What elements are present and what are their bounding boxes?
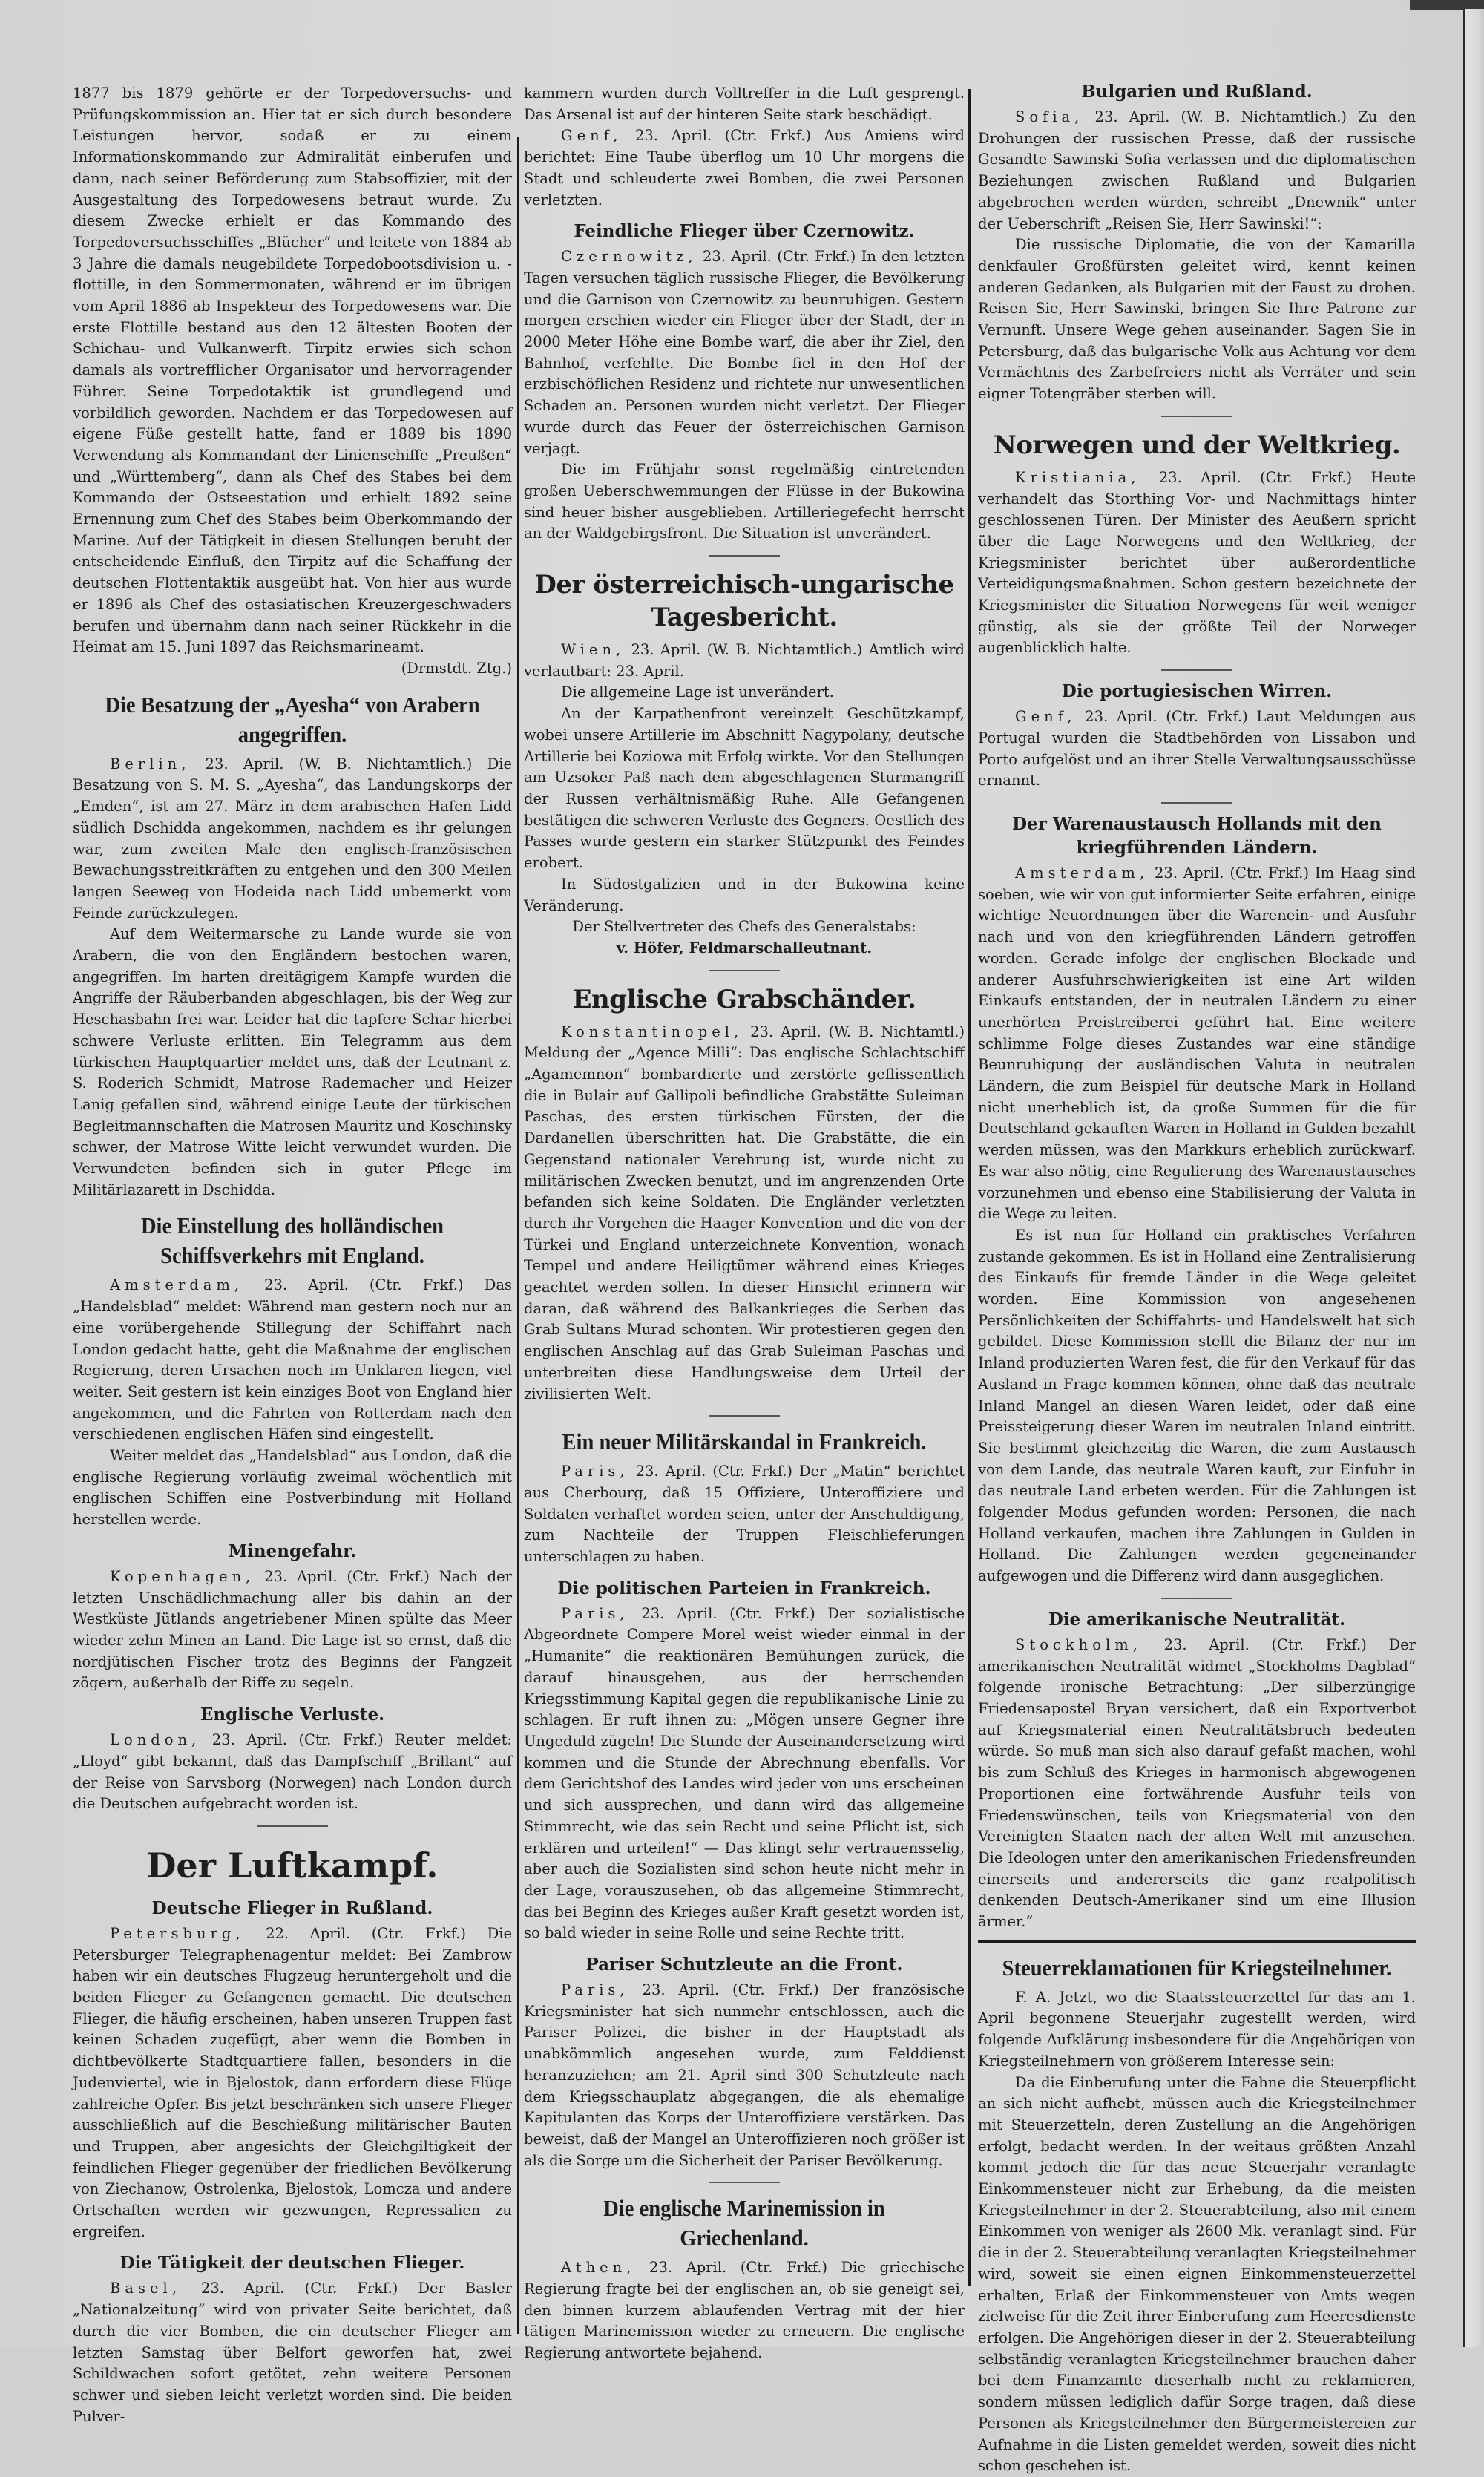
article-text: 23. April. (Ctr. Frkf.) Der sozialistische Abgeordnete Compere Morel weist wieder einmal in der „Humanite“ die reaktionären Bemühungen zurück, die darauf hinausgehen, aus der herrschenden Kriegsstimmung Kapital gegen die republikanische Linie zu schlagen. Er ruft ihnen zu: „Mögen unsere Gegner ihre Ungeduld zügeln! Die Stunde der Auseinandersetzung wird kommen und die Stunde der Abrechnung ebenfalls. Vor dem Gerichtshof des Landes wird jeder von uns erscheinen und sich aussprechen, und dann wird das allgemeine Stimmrecht, wie das sein Recht und seine Pflicht ist, sich erklären und urteilen!“ — Das klingt sehr vertrauensselig, aber auch die Sozialisten sind schon heute nicht mehr in der Lage, vorauszusehen, ob das allgemeine Stimmrecht, das bei Beginn des Krieges außer Kraft gesetzt worden ist, so bald wieder in seine Rolle und seine Rechte tritt. xyxy=(524,1604,965,1942)
dateline: London, xyxy=(110,1731,201,1749)
article-paragraph xyxy=(73,1730,512,1815)
section-rule xyxy=(978,1940,1416,1943)
dateline: Paris, xyxy=(561,1604,629,1622)
dateline: Athen, xyxy=(561,2259,636,2277)
headline-ayesha: Die Besatzung der „Ayesha“ von Arabern angegriffen. xyxy=(105,691,480,747)
section-divider xyxy=(709,1415,780,1417)
section-divider xyxy=(1161,669,1232,671)
section-divider xyxy=(1161,416,1232,417)
column-rule-right xyxy=(968,89,971,2286)
article-paragraph: Die russische Diplomatie, die von der Kamarilla denkfauler Großfürsten geleitet wird, kennt keinen anderen Gedanken, als Bulgarien mit der Faust zu drohen. Reisen Sie, Herr Sawinski, bringen Sie Ihre Patrone zur Vernunft. Unsere Wege gehen auseinander. Sagen Sie in Petersburg, daß das bulgarische Volk aus Achtung vor dem Vermächtnis des Zarbefreiers nicht als Verräter und sein eigner Totengräber sterben will. xyxy=(978,236,1416,403)
article-text: 23. April. (Ctr. Frkf.) Im Haag sind soeben, wie wir von gut informierter Seite erfahren, einige wichtige Neuordnungen über die Warenein- und Ausfuhr nach und von den kriegführenden Ländern getroffen worden. Gerade infolge der englischen Blockade und anderer Ausfuhrschwierigkeiten ist eine Art wilden Einkaufs entstanden, der in neutralen Ländern zu einer unerhörten Preistreiberei geführt hat. Eine weitere schlimme Folge dieses Zustandes war eine ständige Beunruhigung der ausländischen Valuta in neutralen Ländern, die zum Beispiel für deutsche Mark in Holland nicht unerheblich ist, da große Summen für die für Deutschland gekauften Waren in Holland in Gulden bezahlt werden müssen, was den Markkurs erheblich zurückwarf. Es war also nötig, eine Regulierung des Warenaustausches vorzunehmen und ebenso eine Stabilisierung der Valuta in die Wege zu leiten. xyxy=(978,864,1416,1223)
article-text: 23. April. (Ctr. Frkf.) In den letzten Tagen versuchen täglich russische Flieger, die Bevölkerung und die Garnison von Czernowitz zu beunruhigen. Gestern morgen erschien wieder ein Flieger über der Stadt, der in 2000 Meter Höhe eine Bombe warf, die aber ihr Ziel, den Bahnhof, verfehlte. Die Bombe fiel in den Hof der erzbischöflichen Residenz und richtete nur unwesentlichen Schaden an. Personen wurden nicht verletzt. Der Flieger wurde durch das Feuer der österreichischen Garnison verjagt. xyxy=(524,248,965,457)
article-text: 22. April. (Ctr. Frkf.) Die Petersburger Telegraphenagentur meldet: Bei Zambrow haben wir ein deutsches Flugzeug heruntergeholt und die beiden Flieger zu Gefangenen gemacht. Die deutschen Flieger, die häufig erscheinen, haben unseren Truppen fast keinen Schaden zugefügt, aber wenn die Bomben in dichtbevölkerte Stadtquartiere fallen, besonders in die Judenviertel, wie in Bjelostok, dann erfordern diese Flüge zahlreiche Opfer. Bis jetzt beschränken sich unsere Flieger ausschließlich auf die Beschießung militärischer Bauten und Truppen, aber angesichts der Gleichgiltigkeit der feindlichen Flieger gegenüber der friedlichen Bevölkerung von Ziechanow, Ostrolenka, Bjelostok, Lomcza und andere Ortschaften werden wir gezwungen, Repressalien zu ergreifen. xyxy=(73,1924,512,2240)
section-divider xyxy=(709,555,780,557)
headline-amerikanische-neutralitaet: Die amerikanische Neutralität. xyxy=(1048,1609,1346,1630)
headline-warenaustausch: Der Warenaustausch Hollands mit den kriegführenden Ländern. xyxy=(1012,813,1382,858)
headline-holland-shipping: Die Einstellung des holländischen Schiffsverkehrs mit England. xyxy=(140,1213,444,1269)
article-paragraph xyxy=(73,1923,512,2243)
dateline: Amsterdam, xyxy=(110,1276,244,1294)
article-paragraph: Die im Frühjahr sonst regelmäßig eintretenden großen Ueberschwemmungen der Flüsse in der Bukowina sind heuer bisher ausgeblieben. Artilleriegefecht herrscht an der Waldgebirgsfront. Die Situation ist unverändert. xyxy=(524,461,965,542)
article-text: 23. April. (Ctr. Frkf.) Die griechische Regierung fragte bei der englischen an, ob sie geneigt sei, den binnen kurzem ablaufenden Vertrag mit der hier tätigen Marinemission wieder zu erneuern. Die englische Regierung antwortete bejahend. xyxy=(524,2259,965,2362)
headline-minengefahr: Minengefahr. xyxy=(228,1541,357,1561)
dateline: Sofia, xyxy=(1015,108,1084,125)
column-3 xyxy=(978,80,1416,2477)
headline-tagesbericht: Der österreichisch-ungarische Tagesbericht. xyxy=(534,570,954,633)
article-paragraph xyxy=(978,706,1416,792)
headline-czernowitz: Feindliche Flieger über Czernowitz. xyxy=(574,221,915,242)
headline-norwegen: Norwegen und der Weltkrieg. xyxy=(993,430,1401,460)
section-title-luftkampf: Der Luftkampf. xyxy=(146,1845,439,1886)
headline-grabschaender: Englische Grabschänder. xyxy=(572,984,916,1014)
dateline: Paris, xyxy=(561,1463,629,1480)
dateline: Genf, xyxy=(561,127,623,145)
article-paragraph xyxy=(524,1022,965,1405)
article-paragraph xyxy=(524,1980,965,2171)
article-paragraph xyxy=(73,1275,512,1446)
section-divider xyxy=(1161,802,1232,804)
dateline: Petersburg, xyxy=(110,1924,245,1942)
dateline: Czernowitz, xyxy=(561,248,697,266)
section-divider xyxy=(709,970,780,971)
article-text: 23. April. (W. B. Nichtamtlich.) Amtlich wird verlautbart: 23. April. xyxy=(524,641,965,680)
article-paragraph xyxy=(524,125,965,211)
article-paragraph xyxy=(73,754,512,925)
dateline: Paris, xyxy=(561,1981,629,1999)
headline-militaerskandal: Ein neuer Militärskandal in Frankreich. xyxy=(562,1428,927,1455)
article-text: 23. April. (Ctr. Frkf.) Aus Amiens wird berichtet: Eine Taube überflog um 10 Uhr morgens die Stadt und schleuderte zwei Bomben, die zwei Personen verletzten. xyxy=(524,127,965,209)
headline-deutsche-flieger-russland: Deutsche Flieger in Rußland. xyxy=(151,1897,433,1918)
section-divider xyxy=(257,1825,328,1827)
section-divider xyxy=(709,2182,780,2183)
article-text: 23. April. (Ctr. Frkf.) Der „Matin“ berichtet aus Cherbourg, daß 15 Offiziere, Unteroffiziere und Soldaten verhaftet worden seien, unter der Anschuldigung, zum Nachteile der Truppen Fleischlieferungen unterschlagen zu haben. xyxy=(524,1463,965,1566)
headline-portugal: Die portugiesischen Wirren. xyxy=(1061,681,1333,702)
article-paragraph xyxy=(524,1604,965,1944)
article-text: 23. April. (Ctr. Frkf.) Das „Handelsblad“ meldet: Während man gestern noch nur an eine vorübergehende Stillegung der Schiffahrt nach London gedacht hatte, geht die Maßnahme der englischen Regierung, deren Ursachen noch im Unklaren liegen, viel weiter. Seit gestern ist kein einziges Boot von England hier angekommen, und die Fahrten von Rotterdam nach den verschiedenen englischen Häfen sind eingestellt. xyxy=(73,1276,512,1443)
headline-steuerreklamationen: Steuerreklamationen für Kriegsteilnehmer. xyxy=(1002,1954,1392,1981)
article-paragraph xyxy=(73,1566,512,1694)
article-paragraph xyxy=(524,1461,965,1568)
headline-taetigkeit-flieger: Die Tätigkeit der deutschen Flieger. xyxy=(119,2253,465,2274)
article-paragraph: In Südostgalizien und in der Bukowina keine Veränderung. xyxy=(524,875,965,914)
headline-bulgarien: Bulgarien und Rußland. xyxy=(1081,82,1313,102)
article-continuation: kammern wurden durch Volltreffer in die Luft gesprengt. Das Arsenal ist auf der hinteren Seite stark beschädigt. xyxy=(524,85,965,123)
article-text: 23. April. (W. B. Nichtamtl.) Meldung der „Agence Milli“: Das englische Schlachtschiff „Agamemnon“ bombardierte und zerstörte geflissentlich die in Bulair auf Gallipoli befindliche Grabstätte Suleiman Paschas, des ersten türkischen Fürsten, der die Dardanellen überschritten hat. Die Grabstätte, die ein Gegenstand nationaler Verehrung ist, wurde nicht zu militärischen Zwecken benutzt, und im angrenzenden Orte befanden sich keine Soldaten. Die Engländer verletzten durch ihr Vorgehen die Haager Konvention und die von der Türkei und England unterzeichnete Konvention, wonach Tempel und andere Heiligtümer während eines Krieges geachtet werden sollen. In dieser Hinsicht erinnern wir daran, daß während des Balkankrieges die Serben das Grab Sultans Murad schonten. Wir protestieren gegen den englischen Anschlag auf das Grab Suleiman Paschas und unterbreiten diese Handlungsweise dem Urteil der zivilisierten Welt. xyxy=(524,1023,965,1402)
article-paragraph xyxy=(524,640,965,682)
article-paragraph: Da die Einberufung unter die Fahne die Steuerpflicht an sich nicht aufhebt, müssen auch die Kriegsteilnehmer mit Steuerzetteln, deren Zustellung an die Angehörigen erfolgt, bedacht werden. In der weitaus größten Anzahl kommt jedoch die für das neue Steuerjahr veranlagte Einkommensteuer nicht zur Erhebung, da die meisten Kriegsteilnehmer in der 2. Steuerabteilung, also mit einem Einkommen von weniger als 2600 Mk. veranlagt sind. Für die in der 2. Steuerabteilung veranlagten Kriegsteilnehmer wird, soweit sie einen eignen Einkommensteuerzettel erhalten, Erlaß der Einkommensteuer von Amts wegen zielweise für die Zeit ihrer Einberufung zum Heeresdienste erfolgen. Die Angehörigen dieser in der 2. Steuerabteilung selbständig veranlagten Kriegsteilnehmer brauchen daher bei dem Finanzamte dieserhalb nicht zu reklamieren, sondern müssen lediglich dafür Sorge tragen, daß diese Personen als Kriegsteilnehmer den Bürgermeistereien zur Aufnahme in die Listen gemeldet werden, soweit dies nicht schon geschehen ist. xyxy=(978,2073,1416,2475)
article-paragraph: Weiter meldet das „Handelsblad“ aus London, daß die englische Regierung vorläufig zweimal wöchentlich mit englischen Schiffen eine Postverbindung mit Holland herstellen werde. xyxy=(73,1447,512,1529)
headline-marinemission: Die englische Marinemission in Griechenland. xyxy=(603,2195,885,2251)
article-paragraph: F. A. Jetzt, wo die Staatssteuerzettel für das am 1. April begonnene Steuerjahr zugestellt werden, wird folgende Aufklärung insbesondere für die Angehörigen von Kriegsteilnehmern von größerem Interesse sein: xyxy=(978,1988,1416,2070)
article-paragraph xyxy=(73,2278,512,2427)
column-1 xyxy=(73,83,512,2427)
article-paragraph xyxy=(524,2257,965,2364)
dateline: Berlin, xyxy=(110,755,191,772)
article-paragraph: Die allgemeine Lage ist unverändert. xyxy=(561,683,834,701)
tirpitz-article-continuation xyxy=(73,83,512,677)
dateline: Stockholm, xyxy=(1015,1636,1142,1653)
article-paragraph xyxy=(978,863,1416,1225)
dateline: Basel, xyxy=(110,2280,181,2297)
section-divider xyxy=(1161,1598,1232,1599)
article-text: 23. April. (W. B. Nichtamtlich.) Zu den Drohungen der russischen Presse, daß der russische Gesandte Sawinski Sofia verlassen und die diplomatischen Beziehungen zwischen Rußland und Bulgarien abgebrochen werden würden, schreibt „Dnewnik“ unter der Ueberschrift „Reisen Sie, Herr Sawinski!“: xyxy=(978,108,1416,232)
article-text: 23. April. (Ctr. Frkf.) Laut Meldungen aus Portugal wurden die Stadtbehörden von Lissabon und Porto aufgelöst und an ihrer Stelle Verwaltungsausschüsse ernannt. xyxy=(978,708,1416,790)
signature-line: Der Stellvertreter des Chefs des Generalstabs: xyxy=(572,918,916,936)
article-text: 23. April. (Ctr. Frkf.) Heute verhandelt das Storthing Vor- und Nachmittags hinter geschlossenen Türen. Der Minister des Aeußern spricht über die Lage Norwegens und den Weltkrieg, der Kriegsminister berichtet über außerordentliche Verteidigungsmaßnahmen. Schon gestern bezeichnete der Kriegsminister die Situation Norwegens für weit weniger günstig, als sie der größte Teil der Norweger augenblicklich halte. xyxy=(978,468,1416,657)
article-text: 23. April. (Ctr. Frkf.) Der französische Kriegsminister hat sich nunmehr entschlossen, auch die Pariser Polizei, die bisher in der Hauptstadt als unabkömmlich angesehen wurde, zum Felddienst heranzuziehen; am 21. April sind 300 Schutzleute nach dem Kriegsschauplatz abgegangen, die als ehemalige Kapitulanten das Korps der Unteroffiziere verstärken. Das beweist, daß der Mangel an Unteroffizieren noch größer ist als die Sorge um die Sicherheit der Pariser Bevölkerung. xyxy=(524,1981,965,2169)
signature-name: v. Höfer, Feldmarschalleutnant. xyxy=(616,939,873,957)
headline-englische-verluste: Englische Verluste. xyxy=(200,1705,385,1725)
article-paragraph: Es ist nun für Holland ein praktisches Verfahren zustande gekommen. Es ist in Holland eine Zentralisierung des Einkaufs für fremde Länder in die Wege geleitet worden. Eine Kommission von angesehenen Persönlichkeiten der Schiffahrts- und Handelswelt hat sich gebildet. Diese Kommission stellt die Bilanz der nur im Inland produzierten Waren fest, die für den Verkauf für das Ausland in Frage kommen können, ohne daß das neutrale Inland Mangel an diesen Waren leidet, oder daß eine Preissteigerung dieser Waren im neutralen Inland eintritt. Sie bestimmt gleichzeitig die Waren, die zum Austausch von dem Lande, das neutrale Waren kauft, zur Einfuhr in das neutrale Land erbeten werden. Für die Zahlungen ist folgender Modus gefunden worden: Personen, die nach Holland verkaufen, machen ihre Zahlungen in Gulden in Holland. Die Zahlungen werden gegeneinander aufgewogen und die Differenz wird dann ausgeglichen. xyxy=(978,1226,1416,1585)
column-rule-left xyxy=(517,137,519,2334)
dateline: Genf, xyxy=(1015,708,1077,726)
article-paragraph xyxy=(978,107,1416,234)
dateline: Konstantinopel, xyxy=(561,1023,743,1040)
article-text: 23. April. (Ctr. Frkf.) Der amerikanischen Neutralität widmet „Stockholms Dagblad“ folgende ironische Betrachtung: „Der silberzüngige Friedensapostel Bryan versichert, daß ein Exportverbot auf Kriegsmaterial einen Neutralitätsbruch bedeuten würde. So muß man sich also darauf gefaßt machen, wohl bis zum Schluß des Krieges in harmonisch abgewogenen Proportionen eine fortwährende Ausfuhr teils von Friedenswünschen, teils von Kriegsmaterial von den Vereinigten Staaten nach der alten Welt mit anzusehen. Die Ideologen unter den amerikanischen Friedensfreunden einerseits und andererseits die ganz realpolitisch denkenden Deutsch-Amerikaner sind um eine Illusion ärmer.“ xyxy=(978,1636,1416,1931)
article-paragraph xyxy=(978,1635,1416,1933)
dateline: Amsterdam, xyxy=(1015,864,1149,882)
article-text: 23. April. (Ctr. Frkf.) Nach der letzten Unschädlichmachung aller bis dahin an der Westküste Jütlands angetriebener Minen spülte das Meer wieder zehn Minen an Land. Die Lage ist so ernst, daß die nordjütischen Fischer trotz des Beginns der Fangzeit zögern, außerhalb der Riffe zu segeln. xyxy=(73,1567,513,1692)
article-paragraph xyxy=(978,467,1416,659)
headline-parteien-frankreich: Die politischen Parteien in Frankreich. xyxy=(557,1578,931,1598)
dateline: Kristiania, xyxy=(1015,468,1140,486)
article-text: 23. April. (Ctr. Frkf.) Reuter meldet: „Lloyd“ gibt bekannt, daß das Dampfschiff „Brillant“ auf der Reise von Sarvsborg (Norwegen) nach London durch die Deutschen aufgebracht worden ist. xyxy=(73,1731,512,1813)
article-text: 23. April. (W. B. Nichtamtlich.) Die Besatzung von S. M. S. „Ayesha“, das Landungskorps der „Emden“, ist am 27. März in dem arabischen Hafen Lidd südlich Dschidda angekommen, nachdem es ihr gelungen war, zum zweiten Male den englisch-französischen Bewachungsstreitkräften zu entgehen und den 300 Meilen langen Seeweg von Hodeida nach Lidd unbemerkt vom Feinde zurückzulegen. xyxy=(73,755,512,922)
dateline: Wien, xyxy=(561,641,626,659)
dateline: Kopenhagen, xyxy=(110,1567,255,1585)
article-text: 23. April. (Ctr. Frkf.) Der Basler „Nationalzeitung“ wird von privater Seite berichtet, daß durch die vier Bomben, die ein deutscher Flieger am letzten Samstag über Belfort geworfen hat, zwei Schildwachen sofort getötet, zehn weitere Personen schwer und sieben leicht verletzt worden sind. Die beiden Pulver- xyxy=(73,2280,512,2425)
article-paragraph: An der Karpathenfront vereinzelt Geschützkampf, wobei unsere Artillerie im Abschnitt Nagypolany, deutsche Artillerie bei Koziowa mit Erfolg wirkte. Vor den Stellungen am Uzsoker Paß nach dem abgeschlagenen Sturmangriff der Russen verhältnismäßig Ruhe. Alle Gefangenen bestätigen die schweren Verluste des Gegners. Oestlich des Passes wurde gestern ein starker Stützpunkt des Feindes erobert. xyxy=(524,705,965,872)
article-paragraph xyxy=(524,246,965,459)
article-paragraph: Auf dem Weitermarsche zu Lande wurde sie von Arabern, die von den Engländern bestochen waren, angegriffen. Im harten dreitägigem Kampfe wurden die Angriffe der Räuberbanden abgeschlagen, bis der Weg zur Heschasbahn frei war. Leider hat die tapfere Schar hierbei schwere Verluste erlitten. Ein Telegramm aus dem türkischen Hauptquartier meldet uns, daß der Leutnant z. S. Roderich Schmidt, Matrose Rademacher und Heizer Lanig gefallen sind, während einige Leute der türkischen Begleitmannschaften die Matrosen Mauritz und Koschinsky schwer, der Matrose Witte leicht verwundet wurden. Die Verwundeten befinden sich in guter Pflege im Militärlazarett in Dschidda. xyxy=(73,925,512,1198)
column-2 xyxy=(524,83,965,2364)
article-source: (Drmstdt. Ztg.) xyxy=(401,659,512,677)
article-text: 1877 bis 1879 gehörte er der Torpedoversuchs- und Prüfungskommission an. Hier tat er sich durch besondere Leistungen hervor, sodaß er zu einem Informationskommando zur Admiralität einberufen und dann, nach seiner Beförderung zum Stabsoffizier, mit der Ausgestaltung des Torpedowesens betraut wurde. Zu diesem Zwecke erhielt er das Kommando des Torpedoversuchsschiffes „Blücher“ und leitete von 1884 ab 3 Jahre die damals neugebildete Torpedobootsdivision u. -flottille, in den Sommermonaten, während er im übrigen vom April 1886 ab Inspekteur des Torpedowesens war. Die erste Flottille bestand aus den 12 ältesten Booten der Schichau- und Vulkanwerft. Tirpitz erwies sich schon damals als vortrefflicher Organisator und hervorragender Führer. Seine Torpedotaktik ist grundlegend und vorbildlich geworden. Nachdem er das Torpedowesen auf eigene Füße gestellt hatte, fand er 1889 bis 1890 Verwendung als Kommandant der Linienschiffe „Preußen“ und „Württemberg“, dann als Chef des Stabes bei dem Kommando der Ostseestation und erhielt 1892 seine Ernennung zum Chef des Stabes beim Oberkommando der Marine. Auf der Tätigkeit in diesen Stellungen beruht der entscheidende Einfluß, den Tirpitz auf die Schaffung der deutschen Flottentaktik ausgeübt hat. Von hier aus wurde er 1896 als Chef des ostasiatischen Kreuzergeschwaders berufen und übernahm dann nach seiner Rückkehr in die Heimat am 15. Juni 1897 das Reichsmarineamt. xyxy=(73,85,512,656)
adjacent-page-edge xyxy=(1463,9,1484,2347)
headline-pariser-schutzleute: Pariser Schutzleute an die Front. xyxy=(585,1955,903,1975)
